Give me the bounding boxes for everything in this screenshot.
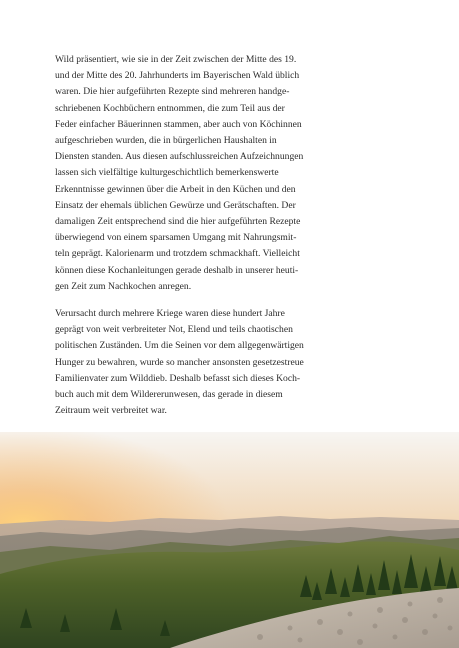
text-line: geprägt von weit verbreiteter Not, Elend und teils chaotischen (55, 324, 293, 336)
landscape-photo (0, 432, 459, 648)
text-line: und der Mitte des 20. Jahrhunderts im Bayerischen Wald üblich (55, 70, 300, 82)
text-line: Hunger zu bewahren, wurde so mancher ansonsten gesetzestreue (55, 356, 304, 368)
text-line: aufgeschrieben wurden, die in bürgerlichen Haushalten in (55, 135, 277, 147)
paragraph-1 (55, 52, 407, 295)
text-line: Einsatz der ehemals üblichen Gewürze und Gerätschaften. Der (55, 199, 296, 211)
text-line: schriebenen Kochbüchern entnommen, die zum Teil aus der (55, 102, 285, 114)
text-line: gen Zeit zum Nachkochen anregen. (55, 280, 192, 292)
text-line: überwiegend von einem sparsamen Umgang mit Nahrungsmit- (55, 232, 297, 244)
body-text (55, 52, 407, 430)
text-line: Diensten standen. Aus diesen aufschlussreichen Aufzeichnungen (55, 151, 304, 163)
text-line: Wild präsentiert, wie sie in der Zeit zwischen der Mitte des 19. (55, 54, 297, 65)
paragraph-2 (55, 306, 407, 419)
text-line: lassen sich vielfältige kulturgeschichtlich bemerkenswerte (55, 167, 279, 179)
text-line: politischen Zuständen. Um die Seinen vor dem allgegenwärtigen (55, 340, 304, 352)
text-line: buch auch mit dem Wildererunwesen, das gerade in diesem (55, 389, 283, 401)
text-line: Verursacht durch mehrere Kriege waren diese hundert Jahre (55, 308, 285, 320)
text-line: teln geprägt. Kalorienarm und trotzdem schmackhaft. Vielleicht (55, 248, 300, 260)
text-line: Familienvater zum Wilddieb. Deshalb befasst sich dieses Koch- (55, 372, 301, 384)
text-line: können diese Kochanleitungen gerade deshalb in unserer heuti- (55, 264, 299, 276)
text-line: waren. Die hier aufgeführten Rezepte sind mehreren handge- (55, 86, 290, 98)
text-line: damaligen Zeit entsprechend sind die hier aufgeführten Rezepte (55, 216, 301, 228)
text-line: Feder einfacher Bäuerinnen stammen, aber auch von Köchinnen (55, 118, 302, 130)
text-line: Zeitraum weit verbreitet war. (55, 405, 167, 417)
text-line: Erkenntnisse gewinnen über die Arbeit in den Küchen und den (55, 183, 296, 195)
